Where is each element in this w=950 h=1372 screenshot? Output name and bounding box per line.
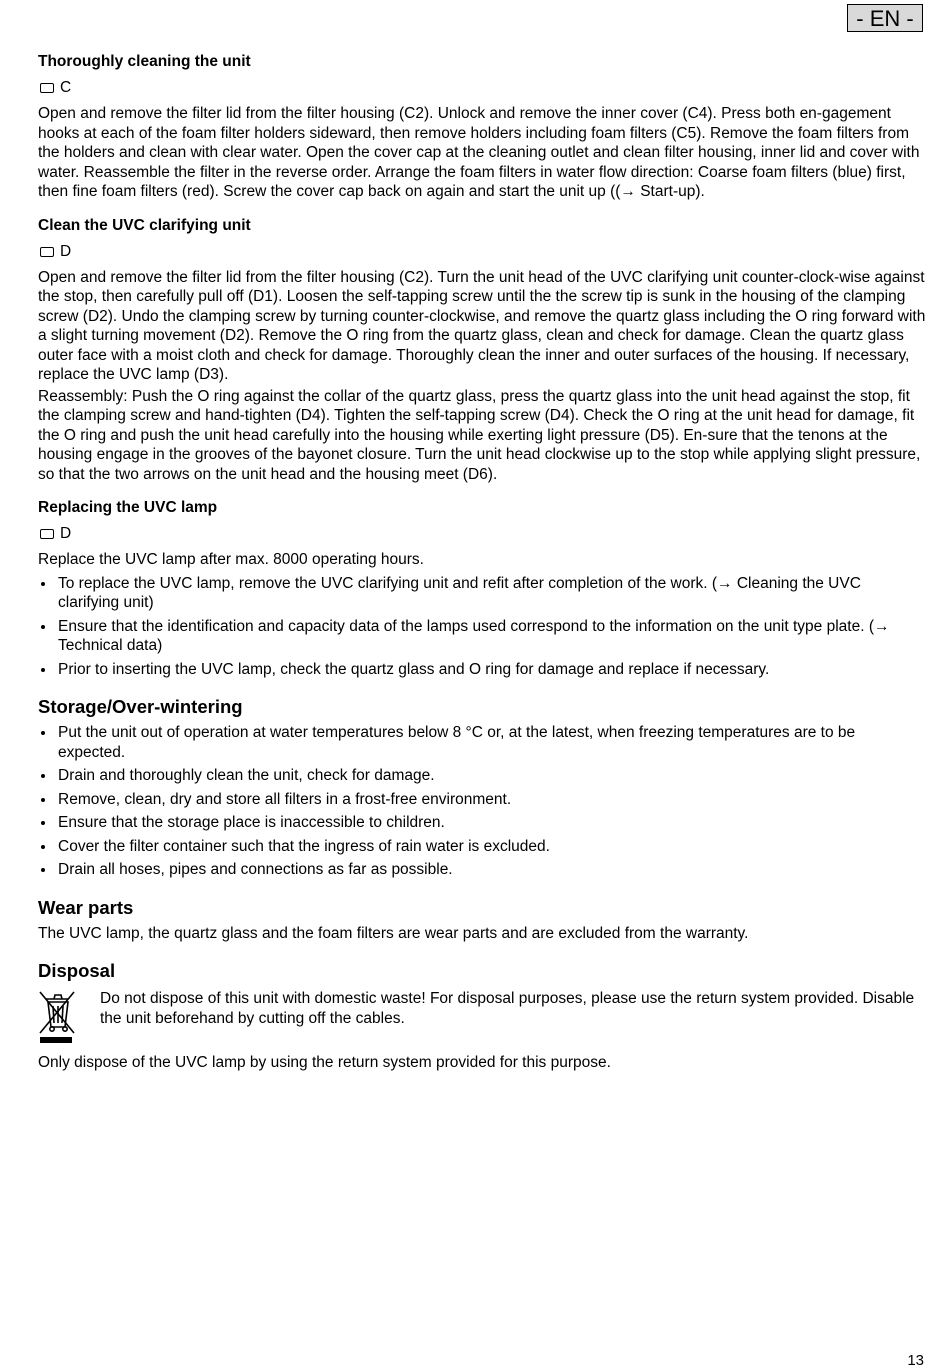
section-title: Wear parts — [38, 896, 134, 918]
figure-reference — [38, 78, 926, 98]
section-title: Thoroughly cleaning the unit — [38, 53, 251, 70]
list-item: Prior to inserting the UVC lamp, check the quartz glass and O ring for damage and replace if necessary. — [38, 660, 926, 680]
figure-reference — [38, 242, 926, 262]
list-item: Put the unit out of operation at water temperatures below 8 °C or, at the latest, when freezing temperatures are to be expected. — [38, 723, 926, 762]
book-icon — [40, 247, 54, 257]
section-cleaning — [38, 52, 926, 202]
section-title: Storage/Over-wintering — [38, 696, 243, 717]
page-content — [38, 52, 926, 1073]
bullet-list — [38, 574, 926, 680]
list-item: Drain and thoroughly clean the unit, check for damage. — [38, 766, 926, 786]
body-text: Open and remove the filter lid from the filter housing (C2). Turn the unit head of the UVC clarifying unit counter-clock-wise against the stop, then carefully pull off (D1). Loosen the self-tapping screw until the the screw tip is sunk in the housing of the clamping screw (D2). Undo the clamping screw by turning counter-clockwise, and remove the quartz glass including the O ring forward with a slight turning movement (D2). Remove the O ring from the quartz glass, clean and check for damage. Clean the quartz glass outer face with a moist cloth and check for damage. Thoroughly clean the inner and outer surfaces of the housing. If necessary, replace the UVC lamp (D3). — [38, 268, 926, 383]
book-icon — [40, 529, 54, 539]
page-number: 13 — [907, 1351, 924, 1369]
section-uvc-clean — [38, 216, 926, 485]
list-item: Remove, clean, dry and store all filters in a frost-free environment. — [38, 790, 926, 810]
section-title: Replacing the UVC lamp — [38, 499, 218, 516]
language-badge: - EN - — [847, 4, 923, 32]
list-item: Ensure that the storage place is inaccessible to children. — [38, 813, 926, 833]
list-item: Cover the filter container such that the ingress of rain water is excluded. — [38, 837, 926, 857]
section-wear-parts — [38, 896, 926, 944]
body-text: Do not dispose of this unit with domestic waste! For disposal purposes, please use the return system provided. Disable the unit beforehand by cutting off the cables. — [100, 990, 915, 1027]
list-item: Drain all hoses, pipes and connections as far as possible. — [38, 860, 926, 880]
body-text: Reassembly: Push the O ring against the collar of the quartz glass, press the quartz glass into the unit head against the stop, fit the clamping screw and hand-tighten (D4). Tighten the self-tapping screw (D4). Check the O ring at the unit head for damage, fit the O ring and push the unit head carefully into the housing while exerting light pressure (D5). En-sure that the tenons at the housing engage in the grooves of the bayonet closure. Turn the unit head clockwise up to the stop while applying slight pressure, so that the two arrows on the unit head and the housing meet (D6). — [38, 387, 921, 483]
book-icon — [40, 83, 54, 93]
figure-letter: D — [60, 525, 72, 543]
body-text: Only dispose of the UVC lamp by using the return system provided for this purpose. — [38, 1054, 611, 1071]
bullet-list — [38, 723, 926, 880]
list-item: Ensure that the identification and capacity data of the lamps used correspond to the information on the unit type plate. (→ Technical data) — [38, 617, 926, 656]
figure-letter: D — [60, 242, 72, 260]
section-title: Disposal — [38, 960, 116, 981]
body-text: The UVC lamp, the quartz glass and the foam filters are wear parts and are excluded from the warranty. — [38, 924, 749, 942]
section-title: Clean the UVC clarifying unit — [38, 216, 251, 234]
section-disposal — [38, 959, 926, 1073]
disposal-row — [38, 989, 926, 1049]
body-text: Replace the UVC lamp after max. 8000 operating hours. — [38, 551, 424, 568]
body-text: Open and remove the filter lid from the filter housing (C2). Unlock and remove the inner cover (C4). Press both en-gagement hooks at each of the foam filter holders sideward, then remove holders including foam filters (C5). Remove the foam filters from the holders and clean with clear water. Open the cover cap at the cleaning outlet and clean filter housing, inner lid and cover with water. Reassemble the filter in the reverse order. Arrange the foam filters in water flow direction: Coarse foam filters (blue) first, then fine foam filters (red). Screw the cover cap back on again and start the unit up ((→ Start-up). — [38, 105, 920, 200]
figure-letter: C — [60, 79, 72, 97]
section-uvc-lamp — [38, 498, 926, 679]
crossed-out-wheelie-bin-icon — [38, 989, 100, 1049]
section-storage — [38, 695, 926, 880]
figure-reference — [38, 524, 926, 544]
list-item: To replace the UVC lamp, remove the UVC clarifying unit and refit after completion of the work. (→ Cleaning the UVC clarifying unit) — [38, 574, 926, 613]
